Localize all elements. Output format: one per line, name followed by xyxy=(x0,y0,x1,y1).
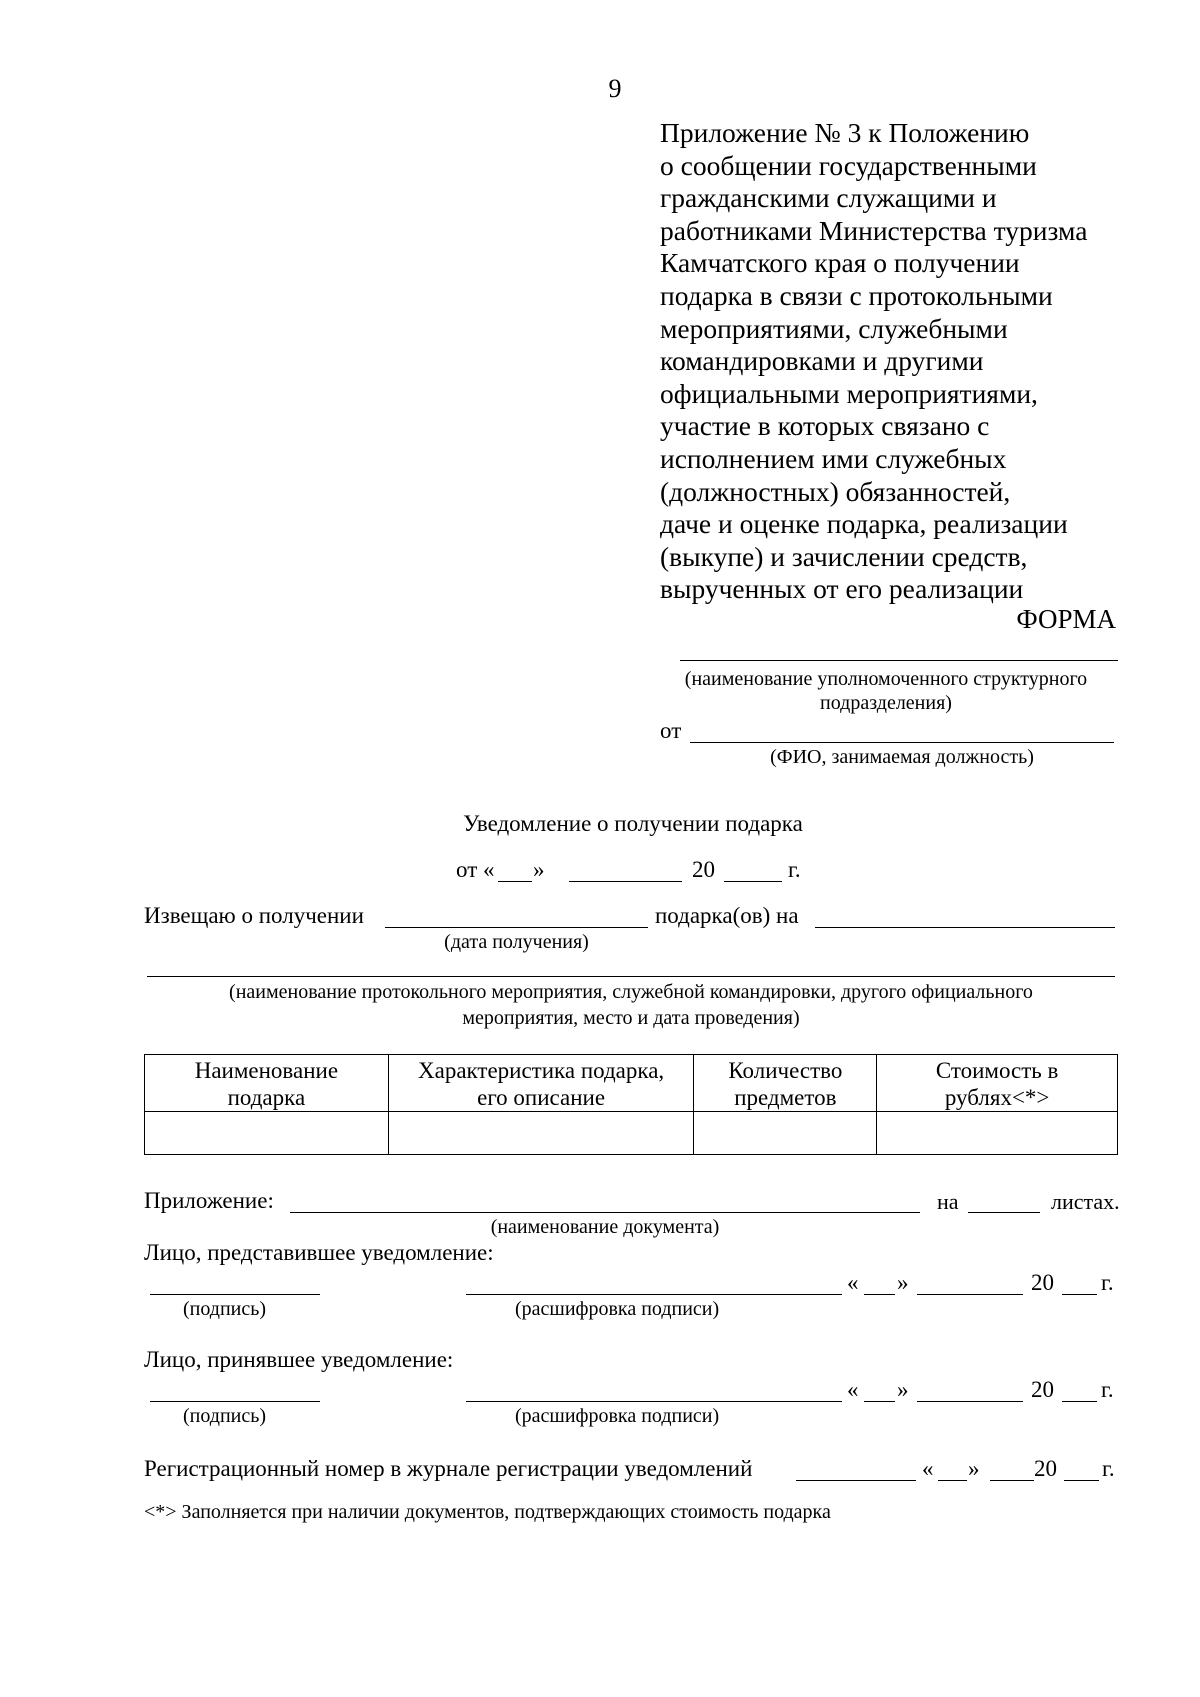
registration-quote-open: « xyxy=(922,1456,934,1481)
appendix-line: подарка в связи с протокольными xyxy=(660,279,1053,311)
appendix-line: о сообщении государственными xyxy=(660,149,1037,181)
event-caption-1: (наименование протокольного мероприятия, служебной командировки, другого официального xyxy=(229,981,1033,1003)
presenter-quote-open: « xyxy=(847,1270,859,1295)
appendix-line: гражданскими служащими и xyxy=(660,182,997,214)
appendix-line: вырученных от его реализации xyxy=(660,573,1024,605)
date-quote-close: » xyxy=(533,857,545,882)
registration-number-field[interactable] xyxy=(796,1480,916,1481)
receiver-year-suffix: г. xyxy=(1101,1377,1114,1402)
registration-label: Регистрационный номер в журнале регистрации уведомлений xyxy=(144,1456,753,1481)
receiver-decode-caption: (расшифровка подписи) xyxy=(515,1405,720,1427)
appendix-line: (должностных) обязанностей, xyxy=(660,475,1011,507)
appendix-line: исполнением ими служебных xyxy=(660,442,1007,474)
attachment-sheets: листах. xyxy=(1051,1189,1120,1214)
presenter-century: 20 xyxy=(1031,1270,1054,1295)
header-gift-description: Характеристика подарка, его описание xyxy=(388,1055,694,1112)
registration-year-field[interactable] xyxy=(1064,1480,1099,1481)
doc-caption: (наименование документа) xyxy=(490,1216,720,1238)
table-header-row xyxy=(145,1055,1118,1112)
cell-gift-name[interactable] xyxy=(145,1112,389,1155)
date-year-field[interactable] xyxy=(724,881,782,882)
receiver-century: 20 xyxy=(1031,1377,1054,1402)
attachment-label: Приложение: xyxy=(144,1188,274,1213)
gifts-table xyxy=(144,1054,1118,1155)
receiver-quote-open: « xyxy=(847,1377,859,1402)
inform-label: Извещаю о получении xyxy=(144,903,364,928)
date-from: от « xyxy=(456,857,495,882)
appendix-line: мероприятиями, служебными xyxy=(660,312,1008,344)
attachment-on: на xyxy=(937,1189,959,1214)
cell-gift-description[interactable] xyxy=(388,1112,694,1155)
presenter-decode-caption: (расшифровка подписи) xyxy=(515,1298,720,1320)
presenter-decode-field[interactable] xyxy=(466,1294,842,1295)
registration-month-field[interactable] xyxy=(990,1480,1034,1481)
footnote: <*> Заполняется при наличии документов, подтверждающих стоимость подарка xyxy=(144,1501,831,1523)
header-quantity: Количество предметов xyxy=(694,1055,877,1112)
gifts-on-label: подарка(ов) на xyxy=(655,903,799,928)
header-cost: Стоимость в рублях<*> xyxy=(877,1055,1118,1112)
from-fio-field[interactable] xyxy=(690,742,1114,743)
date-year-suffix: г. xyxy=(788,857,801,882)
appendix-header xyxy=(660,117,1087,606)
appendix-line: командировками и другими xyxy=(660,345,984,377)
registration-day-field[interactable] xyxy=(938,1480,967,1481)
presenter-signature-field[interactable] xyxy=(150,1294,320,1295)
appendix-line: (выкупе) и зачислении средств, xyxy=(660,540,1028,572)
date-century: 20 xyxy=(692,857,715,882)
event-field[interactable] xyxy=(147,976,1115,977)
date-received-caption: (дата получения) xyxy=(444,931,589,953)
receiver-label: Лицо, принявшее уведомление: xyxy=(144,1347,454,1372)
unit-caption-1: (наименование уполномоченного структурного xyxy=(684,668,1088,690)
unit-caption-2: подразделения) xyxy=(820,692,952,714)
presenter-signature-caption: (подпись) xyxy=(183,1298,267,1320)
header-gift-name: Наименование подарка xyxy=(145,1055,389,1112)
date-day-field[interactable] xyxy=(498,881,532,882)
notice-title: Уведомление о получении подарка xyxy=(463,811,803,836)
gifts-purpose-field[interactable] xyxy=(815,927,1115,928)
receipt-date-field[interactable] xyxy=(385,927,648,928)
appendix-line: Камчатского края о получении xyxy=(660,247,1020,279)
receiver-signature-caption: (подпись) xyxy=(183,1405,267,1427)
cell-cost[interactable] xyxy=(877,1112,1118,1155)
event-caption-2: мероприятия, место и дата проведения) xyxy=(462,1007,800,1029)
receiver-decode-field[interactable] xyxy=(466,1401,842,1402)
appendix-line: даче и оценке подарка, реализации xyxy=(660,508,1068,540)
receiver-month-field[interactable] xyxy=(917,1401,1023,1402)
receiver-year-field[interactable] xyxy=(1062,1401,1097,1402)
presenter-year-suffix: г. xyxy=(1101,1270,1114,1295)
from-label: от xyxy=(660,718,682,743)
table-row xyxy=(145,1112,1118,1155)
presenter-month-field[interactable] xyxy=(917,1294,1023,1295)
appendix-line: работниками Министерства туризма xyxy=(660,214,1088,246)
fio-caption: (ФИО, занимаемая должность) xyxy=(770,746,1034,768)
appendix-line: Приложение № 3 к Положению xyxy=(660,117,1030,148)
receiver-day-field[interactable] xyxy=(864,1401,895,1402)
presenter-label: Лицо, представившее уведомление: xyxy=(144,1240,494,1265)
receiver-signature-field[interactable] xyxy=(150,1401,320,1402)
date-month-field[interactable] xyxy=(569,881,682,882)
cell-quantity[interactable] xyxy=(694,1112,877,1155)
presenter-day-field[interactable] xyxy=(864,1294,895,1295)
unit-name-field[interactable] xyxy=(680,660,1118,661)
presenter-quote-close: » xyxy=(897,1270,909,1295)
attachment-doc-field[interactable] xyxy=(290,1212,920,1213)
page-number: 9 xyxy=(608,74,622,103)
registration-quote-close: » xyxy=(968,1456,980,1481)
attachment-sheets-field[interactable] xyxy=(968,1212,1040,1213)
registration-century: 20 xyxy=(1034,1456,1057,1481)
appendix-line: официальными мероприятиями, xyxy=(660,377,1038,409)
receiver-quote-close: » xyxy=(897,1377,909,1402)
form-label: ФОРМА xyxy=(1016,604,1116,634)
presenter-year-field[interactable] xyxy=(1062,1294,1097,1295)
appendix-line: участие в которых связано с xyxy=(660,410,990,442)
registration-year-suffix: г. xyxy=(1102,1456,1115,1481)
